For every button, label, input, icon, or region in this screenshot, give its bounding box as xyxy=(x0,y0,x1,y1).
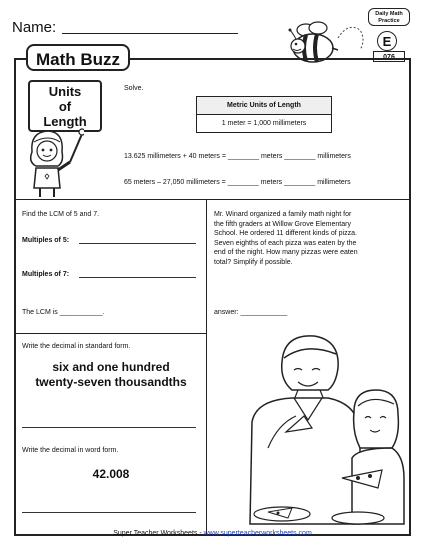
decimal-words-line2: twenty-seven thousandths xyxy=(35,375,187,389)
lcm-answer: The LCM is ___________. xyxy=(22,309,105,316)
table-row: 1 meter = 1,000 millimeters xyxy=(197,115,332,133)
divider-vertical xyxy=(206,199,207,536)
badge-line1: Daily Math xyxy=(375,11,403,17)
word-problem-line: Seven eighths of each pizza was eaten by the xyxy=(214,239,357,247)
worksheet-code: 076 xyxy=(373,51,405,62)
lcm-prompt: Find the LCM of 5 and 7. xyxy=(22,211,100,218)
multiples-7-answer-line[interactable] xyxy=(79,277,196,278)
metric-units-table xyxy=(196,96,332,133)
units-word: Units xyxy=(48,84,82,99)
multiples-5-label: Multiples of 5: xyxy=(22,237,70,244)
of-word: of xyxy=(58,99,72,114)
footer-link[interactable]: www.superteacherworksheets.com xyxy=(203,530,312,537)
badge-line2: Practice xyxy=(378,18,400,24)
word-form-answer-line[interactable] xyxy=(22,512,196,513)
word-problem-line: end of the night. How many pizzas were eaten xyxy=(214,249,358,256)
problem-1: 13.625 millimeters + 40 meters = ________ meters ________ millimeters xyxy=(124,153,351,160)
table-header: Metric Units of Length xyxy=(197,97,332,115)
standard-form-prompt: Write the decimal in standard form. xyxy=(22,343,131,350)
length-word: Length xyxy=(43,114,87,129)
word-problem xyxy=(214,210,404,267)
divider-left xyxy=(14,333,207,334)
standard-form-answer-line[interactable] xyxy=(22,427,196,428)
word-problem-line: the fifth graders at Willow Grove Elementary xyxy=(214,220,351,228)
daily-math-badge xyxy=(368,8,410,26)
page-title: Math Buzz xyxy=(26,44,130,71)
decimal-in-words xyxy=(16,360,206,390)
multiples-5-answer-line[interactable] xyxy=(79,243,196,244)
solve-instruction: Solve. xyxy=(124,85,144,92)
footer xyxy=(0,530,425,537)
multiples-7-label: Multiples of 7: xyxy=(22,271,70,278)
word-problem-line: total? Simplify if possible. xyxy=(214,258,293,266)
decimal-words-line1: six and one hundred xyxy=(52,360,170,374)
word-problem-line: School. He ordered 11 different kinds of pizza. xyxy=(214,230,357,237)
family-pizza-illustration xyxy=(232,328,410,534)
answer-blank: answer: ____________ xyxy=(214,309,288,316)
word-problem-line: Mr. Winard organized a family math night for xyxy=(214,211,352,218)
name-label: Name: xyxy=(12,19,57,36)
word-form-prompt: Write the decimal in word form. xyxy=(22,447,119,454)
girl-illustration xyxy=(22,126,84,198)
level-letter-badge: E xyxy=(377,31,397,51)
divider-top xyxy=(14,199,411,200)
problem-2: 65 meters – 27,050 millimeters = ________ meters ________ millimeters xyxy=(124,179,351,186)
name-input-line[interactable] xyxy=(62,33,238,34)
footer-text: Super Teacher Worksheets - xyxy=(113,530,204,537)
units-of-length-title xyxy=(28,80,102,132)
decimal-number: 42.008 xyxy=(92,467,130,481)
